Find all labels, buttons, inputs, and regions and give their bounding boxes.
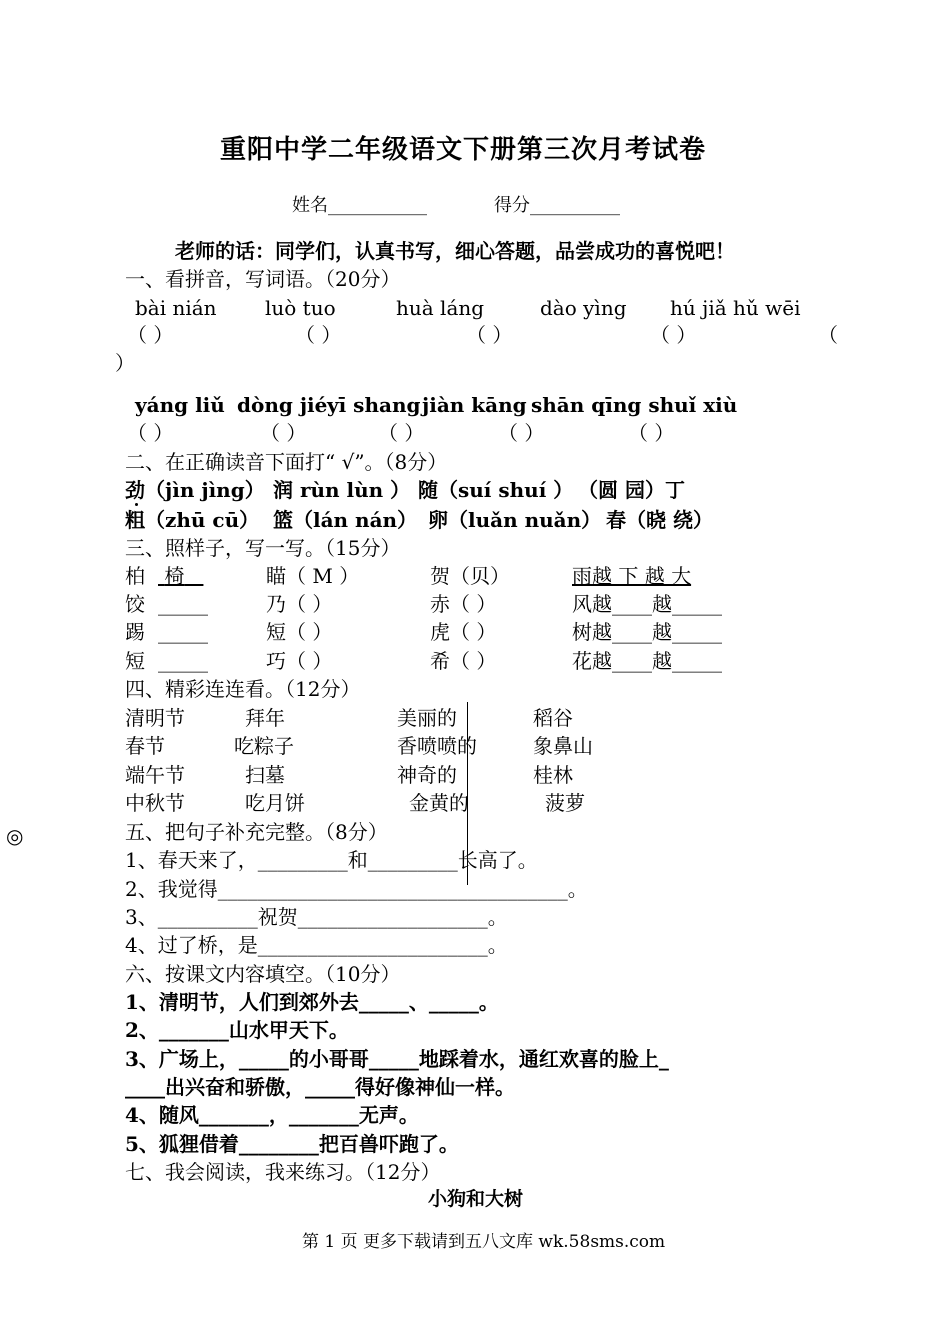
section-1-heading: 一、看拼音，写词语。（20分） <box>125 267 401 291</box>
match-item[interactable]: 扫墓 <box>245 763 285 787</box>
match-item[interactable]: 神奇的 <box>397 763 457 787</box>
answer-blank[interactable]: （ ） <box>127 323 174 347</box>
pronunciation-item[interactable]: 粗（zhū cū） <box>125 508 260 532</box>
sentence-line[interactable]: 3、__________祝贺___________________。 <box>125 905 508 929</box>
pinyin-item: yī shang <box>327 393 421 417</box>
match-item[interactable]: 吃粽子 <box>234 734 294 758</box>
answer-blank[interactable]: （ ） <box>650 323 697 347</box>
match-item[interactable]: 拜年 <box>245 706 285 730</box>
pinyin-item: luò tuo <box>265 296 336 320</box>
answer-blank[interactable]: （ ） <box>127 421 174 445</box>
example-char: 柏 <box>125 564 145 588</box>
pinyin-item: dào yìng <box>540 296 627 320</box>
pinyin-item: dòng jié <box>237 393 328 417</box>
answer-blank[interactable]: （ ） <box>260 421 307 445</box>
exercise-item[interactable]: 赤（ ） <box>430 592 497 616</box>
pinyin-item: bài nián <box>135 296 217 320</box>
sentence-line[interactable]: 4、过了桥，是_______________________。 <box>125 933 508 957</box>
pronunciation-item[interactable]: 春（晓 绕） <box>606 508 713 532</box>
match-item[interactable]: 香喷喷的 <box>397 734 477 758</box>
pronunciation-item[interactable]: 篮（lán nán） <box>273 508 418 532</box>
match-item[interactable]: 美丽的 <box>397 706 457 730</box>
example-item: 贺（贝） <box>430 564 510 588</box>
section-7-heading: 七、我会阅读，我来练习。（12分） <box>125 1160 441 1184</box>
example-answer: 椅 <box>164 564 185 588</box>
binding-mark-icon: ◎ <box>6 824 24 848</box>
answer-blank[interactable]: （ ） <box>295 323 342 347</box>
match-item[interactable]: 清明节 <box>125 706 185 730</box>
exercise-char: 饺 <box>125 592 145 616</box>
pinyin-item: shān qīng shuǐ xiù <box>531 393 738 417</box>
match-item[interactable]: 桂林 <box>533 763 573 787</box>
score-field-label: 得分__________ <box>494 195 620 216</box>
teacher-note: 老师的话：同学们，认真书写，细心答题，品尝成功的喜悦吧！ <box>175 239 735 263</box>
pinyin-item: jiàn kāng <box>422 393 527 417</box>
section-5-heading: 五、把句子补充完整。（8分） <box>125 820 388 844</box>
sentence-line[interactable]: 1、春天来了，_________和_________长高了。 <box>125 848 538 872</box>
fill-line[interactable]: 1、清明节，人们到郊外去_____、_____。 <box>125 990 499 1014</box>
answer-blank[interactable]: （ <box>818 323 838 347</box>
fill-line[interactable]: 5、狐狸借着________把百兽吓跑了。 <box>125 1132 459 1156</box>
answer-blank-wrap: ） <box>115 351 135 375</box>
answer-blank[interactable]: （ ） <box>466 323 513 347</box>
exercise-item[interactable]: 风越____越_____ <box>572 592 722 616</box>
story-title: 小狗和大树 <box>428 1188 524 1210</box>
fill-line[interactable]: 4、随风_______，_______无声。 <box>125 1103 419 1127</box>
exercise-char: 短 <box>125 649 145 673</box>
answer-blank[interactable]: （ ） <box>628 421 675 445</box>
exercise-blank[interactable]: _____ <box>158 649 208 673</box>
pronunciation-item[interactable]: （圆 园）丁 <box>578 478 685 502</box>
pronunciation-item[interactable]: 随（suí shuí ） <box>418 478 574 502</box>
match-item[interactable]: 稻谷 <box>533 706 573 730</box>
exercise-item[interactable]: 希（ ） <box>430 649 497 673</box>
pronunciation-item[interactable]: 卵（luǎn nuǎn） <box>428 508 602 532</box>
answer-blank[interactable]: （ ） <box>498 421 545 445</box>
section-3-heading: 三、照样子，写一写。（15分） <box>125 536 401 560</box>
section-2-heading: 二、在正确读音下面打“ √”。（8分） <box>125 450 448 474</box>
exercise-item[interactable]: 乃（ ） <box>266 592 333 616</box>
fill-line[interactable]: ____出兴奋和骄傲，_____得好像神仙一样。 <box>125 1075 515 1099</box>
section-4-heading: 四、精彩连连看。（12分） <box>125 677 361 701</box>
exercise-blank[interactable]: _____ <box>158 620 208 644</box>
exercise-blank[interactable]: _____ <box>158 592 208 616</box>
page-title: 重阳中学二年级语文下册第三次月考试卷 <box>220 135 707 165</box>
match-item[interactable]: 菠萝 <box>545 791 585 815</box>
pronunciation-item[interactable]: 润 rùn lùn ） <box>273 478 411 502</box>
match-item[interactable]: 金黄的 <box>409 791 469 815</box>
exercise-item[interactable]: 树越____越_____ <box>572 620 722 644</box>
exercise-item[interactable]: 短（ ） <box>266 620 333 644</box>
exercise-item[interactable]: 花越____越_____ <box>572 649 722 673</box>
fill-line[interactable]: 2、_______山水甲天下。 <box>125 1018 349 1042</box>
match-item[interactable]: 中秋节 <box>125 791 185 815</box>
emphasis-dot <box>135 503 138 506</box>
pinyin-item: hú jiǎ hǔ wēi <box>670 296 801 320</box>
fill-line[interactable]: 3、广场上，_____的小哥哥_____地踩着水，通红欢喜的脸上_ <box>125 1047 669 1071</box>
match-item[interactable]: 端午节 <box>125 763 185 787</box>
answer-blank[interactable]: （ ） <box>378 421 425 445</box>
example-item: 瞄（ M ） <box>266 564 360 588</box>
match-item[interactable]: 吃月饼 <box>245 791 305 815</box>
pinyin-item: yáng liǔ <box>135 393 225 417</box>
match-item[interactable]: 象鼻山 <box>533 734 593 758</box>
exercise-item[interactable]: 虎（ ） <box>430 620 497 644</box>
section-6-heading: 六、按课文内容填空。（10分） <box>125 962 401 986</box>
exercise-item[interactable]: 巧（ ） <box>266 649 333 673</box>
sentence-line[interactable]: 2、我觉得___________________________________。 <box>125 877 588 901</box>
page-footer: 第 1 页 更多下载请到五八文库 wk.58sms.com <box>302 1232 666 1252</box>
pronunciation-item[interactable]: 劲（jìn jìng） <box>125 478 265 502</box>
pinyin-item: huà láng <box>396 296 485 320</box>
exercise-char: 踢 <box>125 620 145 644</box>
name-field-label: 姓名___________ <box>292 195 427 216</box>
match-item[interactable]: 春节 <box>125 734 165 758</box>
example-item: 雨越 下 越 大 <box>572 564 692 588</box>
